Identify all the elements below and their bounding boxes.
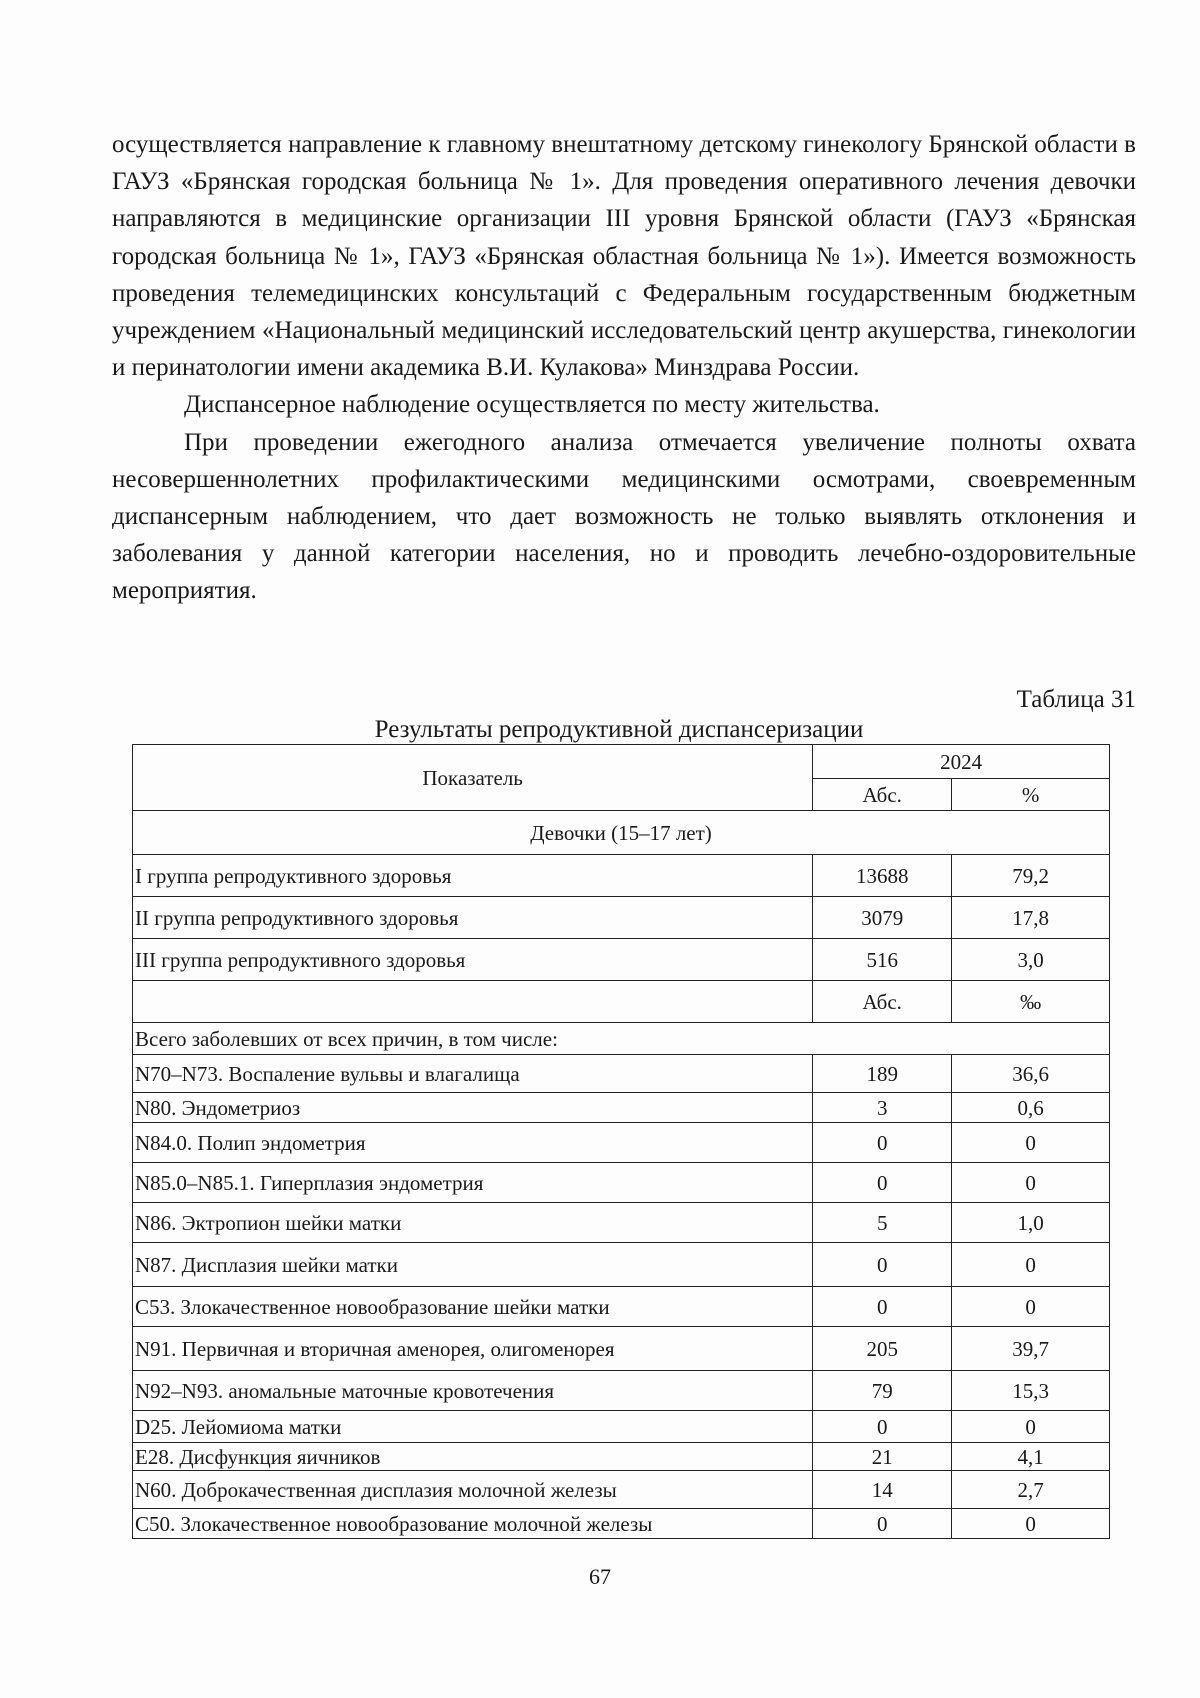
total-row: Всего заболевших от всех причин, в том числе: [133,1023,1110,1055]
table-row [133,939,1110,981]
paragraph: осуществляется направление к главному внештатному детскому гинекологу Брянской области в ГАУЗ «Брянская городская больница № 1». Для проведения оперативного лечения девочки направляются в медицинские организации III уровня Брянской области (ГАУЗ «Брянская городская больница № 1», ГАУЗ «Брянская областная больница № 1»). Имеется возможность проведения телемедицинских консультаций с Федеральным государственным бюджетным учреждением «Национальный медицинский исследовательский центр акушерства, гинекологии и перинатологии имени академика В.И. Кулакова» Минздрава России. [112,131,1136,382]
row-abs: 5 [813,1203,952,1243]
table-row [133,1509,1110,1539]
row-label: E28. Дисфункция яичников [133,1443,813,1471]
row-label: N85.0–N85.1. Гиперплазия эндометрия [133,1163,813,1203]
row-rate: 4,1 [952,1443,1110,1471]
row-label: N70–N73. Воспаление вульвы и влагалища [133,1055,813,1093]
row-abs: 189 [813,1055,952,1093]
row-abs: 79 [813,1371,952,1411]
row-rate: 0 [952,1411,1110,1443]
section-girls: Девочки (15–17 лет) [133,811,1110,855]
header-abs: Абс. [813,779,952,811]
row-rate: 39,7 [952,1327,1110,1371]
subheader-abs: Абс. [813,981,952,1023]
row-label: N80. Эндометриоз [133,1093,813,1123]
row-abs: 516 [813,939,952,981]
row-percent: 3,0 [952,939,1110,981]
subheader-permille: ‰ [952,981,1110,1023]
table-row [133,1371,1110,1411]
table-row [133,897,1110,939]
table-row [133,1093,1110,1123]
row-rate: 0 [952,1243,1110,1287]
page-number: 67 [589,1564,611,1589]
row-rate: 1,0 [952,1203,1110,1243]
row-label: N84.0. Полип эндометрия [133,1123,813,1163]
row-label: D25. Лейомиома матки [133,1411,813,1443]
table-row [133,1411,1110,1443]
table-row [133,1055,1110,1093]
table-row [133,1287,1110,1327]
row-rate: 36,6 [952,1055,1110,1093]
row-abs: 3 [813,1093,952,1123]
row-label: С53. Злокачественное новообразование шейки матки [133,1287,813,1327]
row-label: N87. Дисплазия шейки матки [133,1243,813,1287]
row-label: N60. Доброкачественная дисплазия молочной железы [133,1471,813,1509]
row-label: N86. Эктропион шейки матки [133,1203,813,1243]
row-abs: 13688 [813,855,952,897]
header-indicator: Показатель [133,745,813,811]
paragraph: Диспансерное наблюдение осуществляется по месту жительства. [184,391,880,419]
row-percent: 79,2 [952,855,1110,897]
row-rate: 0,6 [952,1093,1110,1123]
row-label: I группа репродуктивного здоровья [133,855,813,897]
body-text [112,126,1136,610]
row-label: III группа репродуктивного здоровья [133,939,813,981]
row-percent: 17,8 [952,897,1110,939]
row-abs: 0 [813,1163,952,1203]
row-abs: 0 [813,1123,952,1163]
table-title: Результаты репродуктивной диспансеризации [374,716,864,743]
table-row [133,1327,1110,1371]
row-abs: 205 [813,1327,952,1371]
row-abs: 0 [813,1287,952,1327]
empty-cell [133,981,813,1023]
row-abs: 0 [813,1411,952,1443]
table-row [133,1203,1110,1243]
row-rate: 15,3 [952,1371,1110,1411]
table-row [133,855,1110,897]
row-rate: 0 [952,1509,1110,1539]
header-year: 2024 [813,745,1110,779]
row-abs: 0 [813,1243,952,1287]
table-row [133,1471,1110,1509]
row-label: N92–N93. аномальные маточные кровотечения [133,1371,813,1411]
table-row [133,1243,1110,1287]
row-abs: 14 [813,1471,952,1509]
row-rate: 0 [952,1123,1110,1163]
row-rate: 0 [952,1287,1110,1327]
row-abs: 21 [813,1443,952,1471]
table-row [133,1123,1110,1163]
row-rate: 0 [952,1163,1110,1203]
row-label: N91. Первичная и вторичная аменорея, олигоменорея [133,1327,813,1371]
row-label: II группа репродуктивного здоровья [133,897,813,939]
reproductive-results-table [132,744,1110,1539]
table-row [133,1163,1110,1203]
row-label: C50. Злокачественное новообразование молочной железы [133,1509,813,1539]
header-percent: % [952,779,1110,811]
row-rate: 2,7 [952,1471,1110,1509]
row-abs: 0 [813,1509,952,1539]
table-row [133,1443,1110,1471]
table-number: Таблица 31 [1016,686,1136,713]
paragraph: При проведении ежегодного анализа отмечается увеличение полноты охвата несовершеннолетних профилактическими медицинскими осмотрами, своевременным диспансерным наблюдением, что дает возможность не только выявлять отклонения и заболевания у данной категории населения, но и проводить лечебно-оздоровительные мероприятия. [112,428,1136,605]
row-abs: 3079 [813,897,952,939]
